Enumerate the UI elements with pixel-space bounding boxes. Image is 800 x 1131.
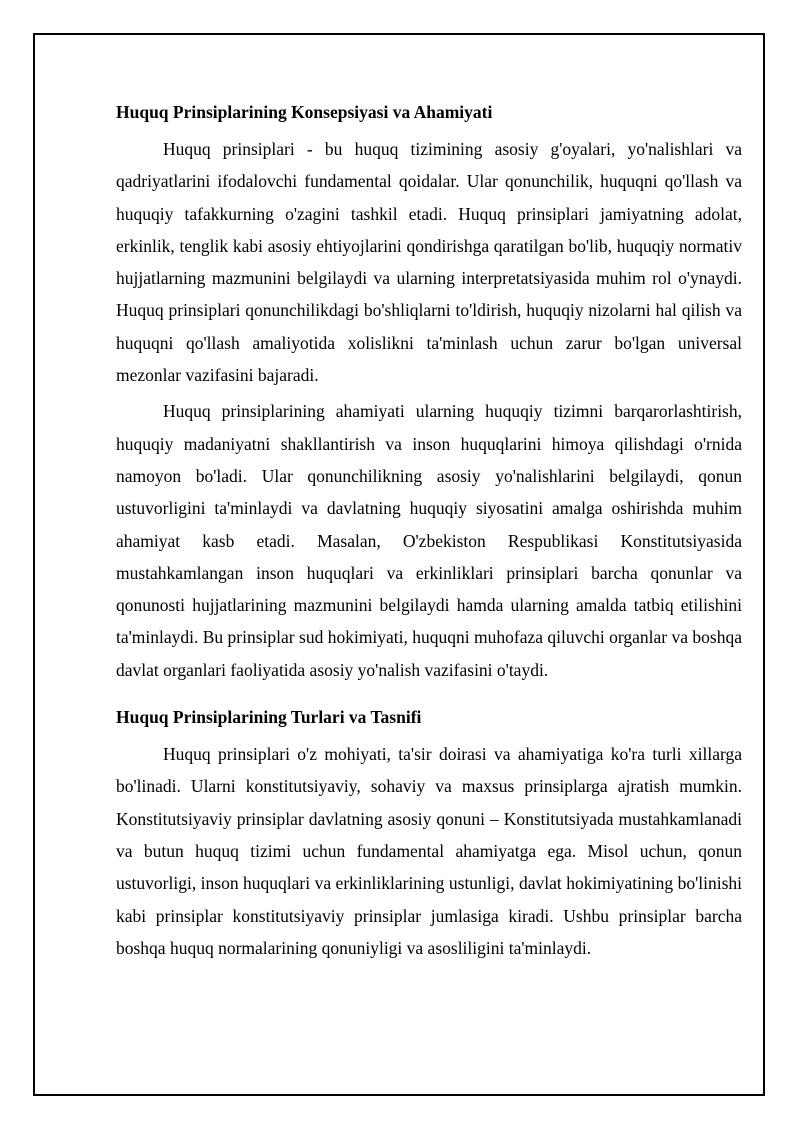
paragraph: Huquq prinsiplari - bu huquq tizimining asosiy g'oyalari, yo'nalishlari va qadriyatlarini ifodalovchi fundamental qoidalar. Ular qonunchilik, huquqni qo'llash va huquqiy tafakkurning o'zagini tashkil etadi. Huquq prinsiplari jamiyatning adolat, erkinlik, tenglik kabi asosiy ehtiyojlarini qondirishga qaratilgan bo'lib, huquqiy normativ hujjatlarning mazmunini belgilaydi va ularning interpretatsiyasida muhim rol o'ynaydi. Huquq prinsiplari qonunchilikdagi bo'shliqlarni to'ldirish, huquqiy nizolarni hal qilish va huquqni qo'llash amaliyotida xolislikni ta'minlash uchun zarur bo'lgan universal mezonlar vazifasini bajaradi. xyxy=(116,139,742,386)
section-heading: Huquq Prinsiplarining Turlari va Tasnifi xyxy=(116,707,422,728)
paragraph: Huquq prinsiplari o'z mohiyati, ta'sir doirasi va ahamiyatiga ko'ra turli xillarga bo'linadi. Ularni konstitutsiyaviy, sohaviy va maxsus prinsiplarga ajratish mumkin. Konstitutsiyaviy prinsiplar davlatning asosiy qonuni – Konstitutsiyada mustahkamlanadi va butun huquq tizimi uchun fundamental ahamiyatga ega. Misol uchun, qonun ustuvorligi, inson huquqlari va erkinliklarining ustunligi, davlat hokimiyatining bo'linishi kabi prinsiplar konstitutsiyaviy prinsiplar jumlasiga kiradi. Ushbu prinsiplar barcha boshqa huquq normalarining qonuniyligi va asosliligini ta'minlaydi. xyxy=(116,744,742,958)
document-body xyxy=(116,97,742,968)
paragraph: Huquq prinsiplarining ahamiyati ularning huquqiy tizimni barqarorlashtirish, huquqiy madaniyatni shakllantirish va inson huquqlarini himoya qilishdagi o'rnida namoyon bo'ladi. Ular qonunchilikning asosiy yo'nalishlarini belgilaydi, qonun ustuvorligini ta'minlaydi va davlatning huquqiy siyosatini amalga oshirishda muhim ahamiyat kasb etadi. Masalan, O'zbekiston Respublikasi Konstitutsiyasida mustahkamlangan inson huquqlari va erkinliklari prinsiplari barcha qonunlar va qonunosti hujjatlarining mazmunini belgilaydi hamda ularning amalda tatbiq etilishini ta'minlaydi. Bu prinsiplar sud hokimiyati, huquqni muhofaza qiluvchi organlar va boshqa davlat organlari faoliyatida asosiy yo'nalish vazifasini o'taydi. xyxy=(116,401,742,680)
section-heading: Huquq Prinsiplarining Konsepsiyasi va Ahamiyati xyxy=(116,102,493,122)
